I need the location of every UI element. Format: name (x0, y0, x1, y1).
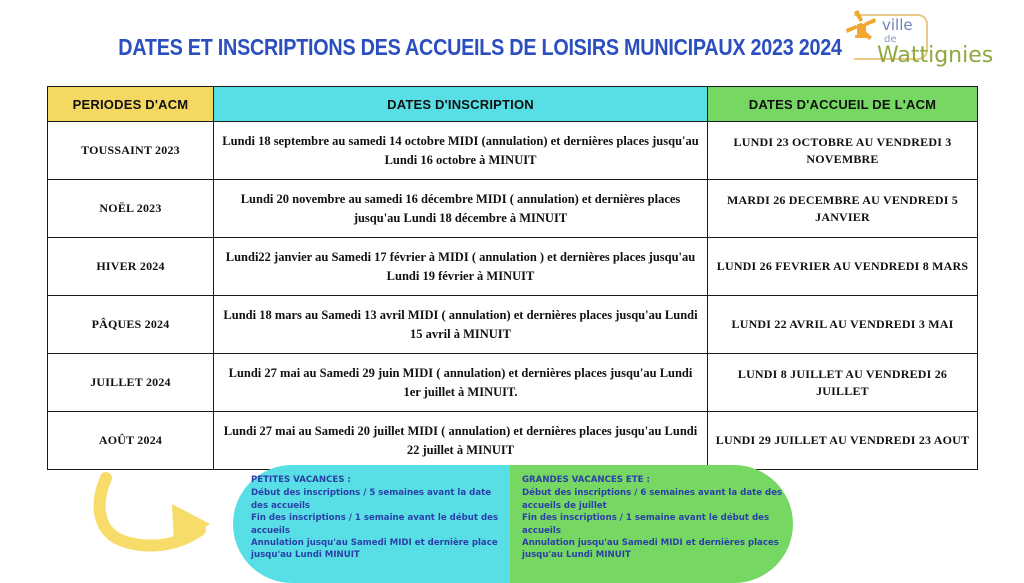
table-row (48, 122, 978, 180)
callout-big-line-4: accueils (522, 525, 561, 536)
callout-big-line-3: Fin des inscriptions / 1 semaine avant le début des (522, 513, 770, 524)
cell-period: HIVER 2024 (48, 238, 214, 296)
table-body (48, 122, 978, 470)
table-header-row (48, 87, 978, 122)
cell-accueil: LUNDI 29 JUILLET AU VENDREDI 23 AOUT (708, 412, 978, 470)
cell-period: JUILLET 2024 (48, 354, 214, 412)
callout-small-title: PETITES VACANCES : (251, 475, 351, 485)
callout-small-line-1: Début des inscriptions / 5 semaines avant la date (251, 488, 492, 499)
cell-inscription: Lundi 27 mai au Samedi 29 juin MIDI ( annulation) et dernières places jusqu'au Lundi 1er juillet à MINUIT. (214, 354, 708, 412)
column-header-accueil-dates: DATES D'ACCUEIL DE L'ACM (708, 87, 978, 122)
table-row (48, 180, 978, 238)
cell-inscription: Lundi22 janvier au Samedi 17 février à MIDI ( annulation ) et dernières places jusqu'au Lundi 19 février à MINUIT (214, 238, 708, 296)
callout-petites-vacances (233, 465, 510, 583)
cell-inscription: Lundi 20 novembre au samedi 16 décembre MIDI ( annulation) et dernières places jusqu'au Lundi 18 décembre à MINUIT (214, 180, 708, 238)
cell-period: PÂQUES 2024 (48, 296, 214, 354)
callout-small-line-2: des accueils (251, 500, 311, 511)
callout-big-line-1: Début des inscriptions / 6 semaines avant la date des (522, 488, 783, 499)
legend-callouts (233, 465, 793, 583)
table-row (48, 354, 978, 412)
cell-period: AOÛT 2024 (48, 412, 214, 470)
column-header-periods: PERIODES D'ACM (48, 87, 214, 122)
cell-accueil: LUNDI 26 FEVRIER AU VENDREDI 8 MARS (708, 238, 978, 296)
callout-big-title: GRANDES VACANCES ETE : (522, 475, 650, 485)
table-row (48, 238, 978, 296)
cell-inscription: Lundi 18 septembre au samedi 14 octobre MIDI (annulation) et dernières places jusqu'au Lundi 16 octobre à MINUIT (214, 122, 708, 180)
callout-big-line-5: Annulation jusqu'au Samedi MIDI et dernières places (522, 537, 779, 548)
callout-grandes-vacances (510, 465, 793, 583)
table-header (48, 87, 978, 122)
callout-small-line-6: jusqu'au Lundi MINUIT (251, 550, 360, 561)
cell-accueil: LUNDI 23 OCTOBRE AU VENDREDI 3 NOVEMBRE (708, 122, 978, 180)
logo-text-ville: ville (882, 16, 913, 34)
callout-small-line-3: Fin des inscriptions / 1 semaine avant le début des (251, 513, 499, 524)
windmill-icon (840, 8, 882, 50)
acm-schedule-table (47, 86, 978, 470)
logo-text-de: de (884, 34, 897, 45)
callout-small-line-5: Annulation jusqu'au Samedi MIDI et dernière place (251, 537, 498, 548)
callout-big-line-2: accueils de juillet (522, 500, 607, 511)
logo-text-wattignies: Wattignies (877, 43, 994, 68)
table-row (48, 412, 978, 470)
cell-accueil: LUNDI 8 JUILLET AU VENDREDI 26 JUILLET (708, 354, 978, 412)
cell-inscription: Lundi 18 mars au Samedi 13 avril MIDI ( annulation) et dernières places jusqu'au Lundi 15 avril à MINUIT (214, 296, 708, 354)
column-header-inscription-dates: DATES D'INSCRIPTION (214, 87, 708, 122)
cell-inscription: Lundi 27 mai au Samedi 20 juillet MIDI ( annulation) et dernières places jusqu'au Lundi 22 juillet à MINUIT (214, 412, 708, 470)
cell-accueil: LUNDI 22 AVRIL AU VENDREDI 3 MAI (708, 296, 978, 354)
cell-period: NOËL 2023 (48, 180, 214, 238)
cell-accueil: MARDI 26 DECEMBRE AU VENDREDI 5 JANVIER (708, 180, 978, 238)
cell-period: TOUSSAINT 2023 (48, 122, 214, 180)
table-row (48, 296, 978, 354)
city-logo (836, 8, 1014, 74)
page-title: DATES ET INSCRIPTIONS DES ACCUEILS DE LOISIRS MUNICIPAUX 2023 2024 (118, 34, 842, 60)
curved-arrow-right-icon (88, 472, 248, 558)
callout-big-line-6: jusqu'au Lundi MINUIT (522, 550, 631, 561)
callout-small-line-4: accueils (251, 525, 290, 536)
